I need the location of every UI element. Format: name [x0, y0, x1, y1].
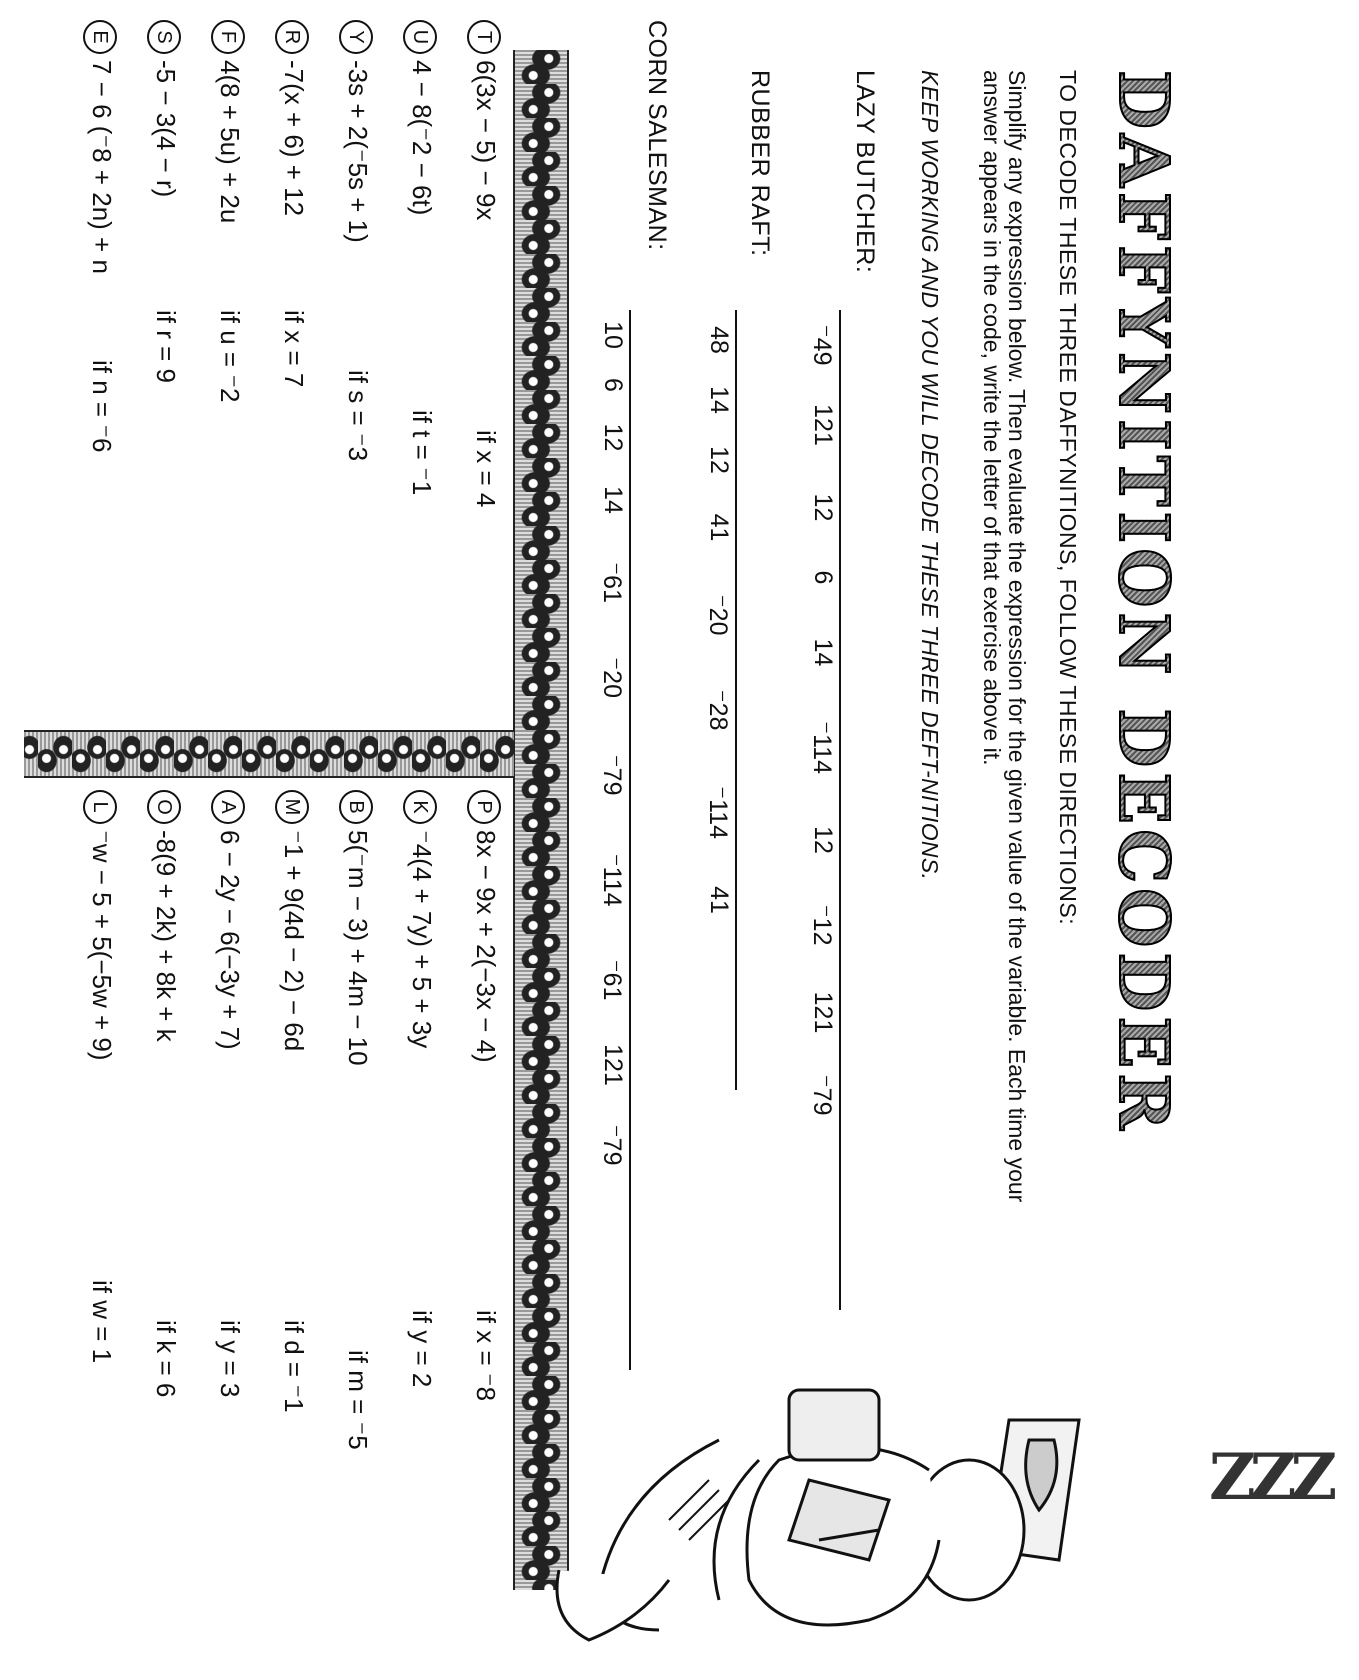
exercise-expression: -5 − 3(4 − r)	[151, 60, 181, 198]
exercise-expression: -7(x + 6) + 12	[279, 60, 309, 217]
exercise-letter: Y	[339, 20, 373, 54]
exercise-S	[147, 20, 181, 383]
puzzle-codes-corn-salesman	[597, 310, 627, 1185]
exercise-expression: 6 − 2y − 6(−3y + 7)	[215, 830, 245, 1050]
code-value: 48	[705, 326, 733, 354]
exercise-P	[467, 790, 501, 1402]
code-value: 6	[809, 570, 837, 585]
exercise-letter: B	[339, 790, 373, 824]
answer-line	[735, 310, 737, 1090]
code-value: 14	[705, 386, 733, 414]
code-value: ⁻12	[808, 904, 836, 946]
puzzle-codes-lazy-butcher	[807, 310, 837, 1135]
exercise-O	[147, 790, 181, 1398]
exercise-L	[83, 790, 117, 1364]
puzzle-codes-rubber-raft	[703, 310, 733, 930]
exercise-condition: if x = 7	[279, 310, 309, 388]
exercise-condition: if u = ⁻2	[215, 310, 245, 403]
exercise-expression: 6(3x − 5) − 9x	[471, 60, 501, 221]
exercise-letter: P	[467, 790, 501, 824]
exercise-expression: 5(⁻m − 3) + 4m − 10	[343, 830, 373, 1066]
exercise-condition: if y = 3	[215, 1320, 245, 1398]
exercise-expression: 4(8 + 5u) + 2u	[215, 60, 245, 224]
exercise-R	[275, 20, 309, 388]
directions-text: Simplify any expression below. Then evaluate the expression for the given value of the variable. Each time your answer appears in the code, write the letter of that exercise above it.	[979, 70, 1030, 1203]
code-value: 121	[599, 1044, 627, 1086]
directions-header: TO DECODE THESE THREE DAFFYNITIONS, FOLLOW THESE DIRECTIONS:	[1055, 70, 1081, 926]
code-value: ⁻114	[704, 785, 732, 840]
code-value: 12	[705, 446, 733, 474]
sleeping-butcher-illustration	[499, 1380, 1139, 1680]
decorative-border	[513, 50, 569, 1590]
exercise-condition: if t = ⁻1	[407, 410, 437, 496]
exercise-condition: if d = ⁻1	[279, 1320, 309, 1413]
exercise-expression: ⁻4(4 + 7y) + 5 + 3y	[407, 830, 437, 1049]
exercise-condition: if r = 9	[151, 310, 181, 383]
exercise-expression: 7 − 6 (⁻8 + 2n) + n	[87, 60, 117, 274]
code-value: ⁻49	[808, 324, 836, 366]
exercise-K	[403, 790, 437, 1388]
code-value: 6	[599, 378, 627, 392]
exercise-F	[211, 20, 245, 403]
exercise-letter: S	[147, 20, 181, 54]
exercise-U	[403, 20, 437, 496]
exercise-expression: ⁻1 + 9(4d − 2) − 6d	[279, 830, 309, 1052]
code-value: ⁻20	[598, 656, 626, 698]
exercise-expression: 4 − 8(⁻2 − 6t)	[407, 60, 437, 216]
code-value: 121	[809, 404, 837, 446]
exercise-letter: F	[211, 20, 245, 54]
code-value: 14	[809, 638, 837, 667]
code-value: 10	[599, 321, 627, 349]
code-value: 121	[809, 991, 837, 1034]
puzzle-label-lazy-butcher: LAZY BUTCHER:	[851, 70, 879, 274]
exercise-expression: -8(9 + 2k) + 8k + k	[151, 830, 181, 1042]
exercise-expression: -3s + 2(⁻5s + 1)	[343, 60, 373, 243]
exercise-expression: 8x − 9x + 2(−3x − 4)	[471, 830, 501, 1063]
exercise-letter: L	[83, 790, 117, 824]
zzz-snore-text: ZZZ	[1209, 1440, 1332, 1515]
code-value: ⁻114	[808, 720, 836, 775]
puzzle-label-rubber-raft: RUBBER RAFT:	[746, 70, 774, 257]
exercise-condition: if m = ⁻5	[343, 1350, 373, 1450]
code-value: ⁻28	[704, 689, 732, 731]
code-value: 41	[705, 886, 733, 914]
exercise-condition: if k = 6	[151, 1320, 181, 1398]
exercise-B	[339, 790, 373, 1450]
code-value: ⁻79	[808, 1074, 836, 1116]
exercise-letter: T	[467, 20, 501, 54]
code-value: 14	[599, 486, 627, 514]
code-value: 12	[809, 826, 837, 854]
exercise-condition: if s = ⁻3	[343, 370, 373, 462]
code-value: ⁻61	[598, 959, 626, 1001]
exercise-M	[275, 790, 309, 1413]
exercise-letter: U	[403, 20, 437, 54]
exercise-expression: ⁻w − 5 + 5(−5w + 9)	[87, 830, 117, 1061]
code-value: 41	[705, 513, 733, 542]
code-value: ⁻61	[598, 561, 626, 603]
answer-line	[629, 310, 631, 1370]
exercise-E	[83, 20, 117, 453]
code-value: ⁻79	[598, 1124, 626, 1166]
exercise-letter: R	[275, 20, 309, 54]
answer-line	[839, 310, 841, 1310]
exercise-condition: if y = 2	[407, 1310, 437, 1388]
exercise-condition: if n = ⁻6	[87, 360, 117, 453]
puzzle-label-corn-salesman: CORN SALESMAN:	[643, 20, 671, 251]
exercise-condition: if x = ⁻8	[471, 1310, 501, 1402]
exercise-letter: O	[147, 790, 181, 824]
exercise-condition: if x = 4	[471, 430, 501, 508]
exercise-letter: A	[211, 790, 245, 824]
code-value: ⁻20	[704, 594, 732, 636]
code-value: 12	[599, 423, 627, 452]
page-title: DAFFYNITION DECODER	[1103, 70, 1183, 1135]
exercise-letter: E	[83, 20, 117, 54]
exercise-letter: K	[403, 790, 437, 824]
exercise-letter: M	[275, 790, 309, 824]
exercise-T	[467, 20, 501, 508]
code-value: ⁻114	[598, 853, 626, 907]
keep-working-note: KEEP WORKING AND YOU WILL DECODE THESE THREE DEFT-NITIONS.	[917, 70, 943, 881]
decorative-divider	[24, 730, 514, 778]
exercise-A	[211, 790, 245, 1398]
code-value: ⁻79	[598, 754, 626, 796]
code-value: 12	[809, 493, 837, 522]
exercise-Y	[339, 20, 373, 462]
exercise-condition: if w = 1	[87, 1280, 117, 1364]
